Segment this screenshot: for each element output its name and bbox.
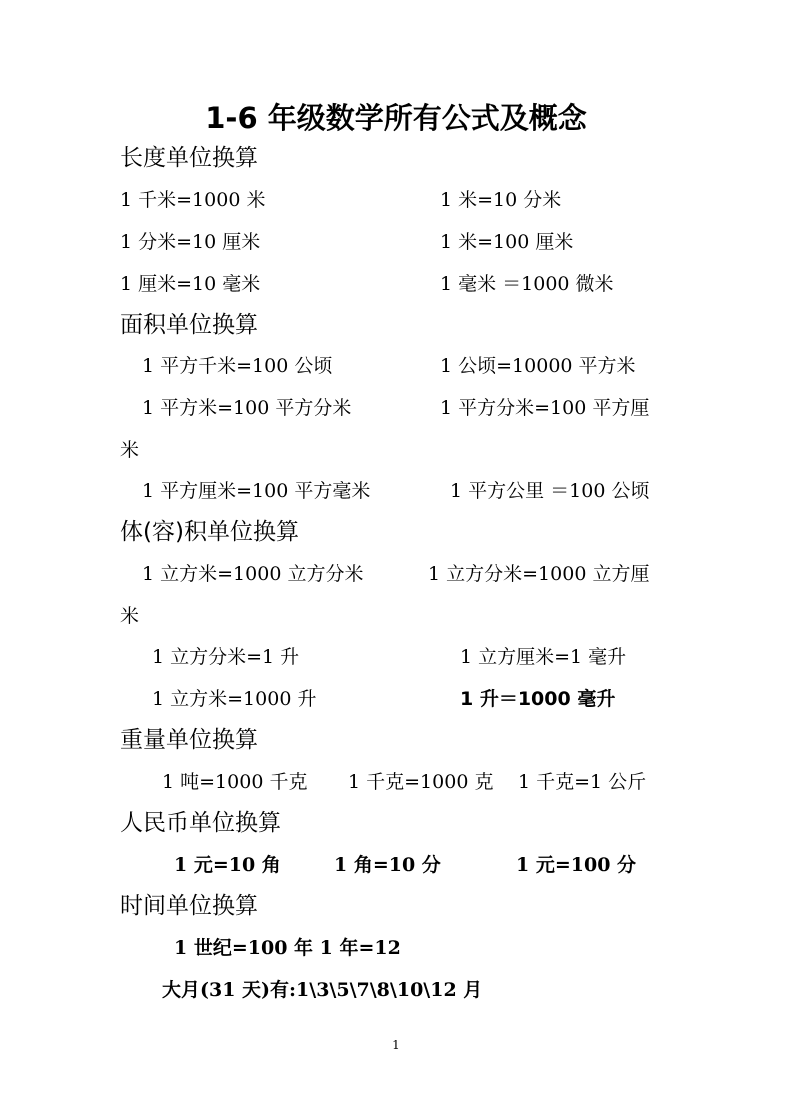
area-row-3-right: 1 平方公里 ＝100 公顷: [450, 480, 650, 502]
section-heading-weight: 重量单位换算: [120, 727, 258, 753]
volume-row-2-right: 1 立方厘米=1 毫升: [460, 646, 627, 668]
area-wrap-text: 米: [120, 439, 140, 461]
page-number: 1: [392, 1038, 400, 1052]
volume-row-1-left: 1 立方米=1000 立方分米: [142, 563, 364, 585]
area-row-2-left: 1 平方米=100 平方分米: [142, 397, 352, 419]
volume-row-3-right: 1 升＝1000 毫升: [460, 688, 616, 710]
volume-row-2-left: 1 立方分米=1 升: [152, 646, 300, 668]
weight-item-2: 1 千克=1000 克: [348, 771, 494, 793]
length-row-1-left: 1 千米=1000 米: [120, 189, 266, 211]
weight-item-3: 1 千克=1 公斤: [518, 771, 647, 793]
rmb-item-3: 1 元=100 分: [516, 854, 637, 876]
area-row-2-right: 1 平方分米=100 平方厘: [440, 397, 650, 419]
weight-item-1: 1 吨=1000 千克: [162, 771, 308, 793]
time-line-1: 1 世纪=100 年 1 年=12: [174, 937, 401, 959]
volume-wrap-text: 米: [120, 605, 140, 627]
length-row-3-left: 1 厘米=10 毫米: [120, 273, 261, 295]
document-title: 1-6 年级数学所有公式及概念: [205, 101, 587, 135]
area-row-1-right: 1 公顷=10000 平方米: [440, 355, 636, 377]
volume-row-3-left: 1 立方米=1000 升: [152, 688, 317, 710]
section-heading-time: 时间单位换算: [120, 893, 258, 919]
length-row-3-right: 1 毫米 ＝1000 微米: [440, 273, 614, 295]
rmb-item-2: 1 角=10 分: [334, 854, 441, 876]
area-row-1-left: 1 平方千米=100 公顷: [142, 355, 333, 377]
length-row-1-right: 1 米=10 分米: [440, 189, 562, 211]
section-heading-volume: 体(容)积单位换算: [120, 519, 299, 545]
length-row-2-right: 1 米=100 厘米: [440, 231, 574, 253]
length-row-2-left: 1 分米=10 厘米: [120, 231, 261, 253]
section-heading-rmb: 人民币单位换算: [120, 810, 281, 836]
rmb-item-1: 1 元=10 角: [174, 854, 281, 876]
area-row-3-left: 1 平方厘米=100 平方毫米: [142, 480, 371, 502]
time-line-2: 大月(31 天)有:1\3\5\7\8\10\12 月: [162, 979, 483, 1001]
section-heading-area: 面积单位换算: [120, 312, 258, 338]
section-heading-length: 长度单位换算: [120, 145, 258, 171]
volume-row-1-right: 1 立方分米=1000 立方厘: [428, 563, 650, 585]
